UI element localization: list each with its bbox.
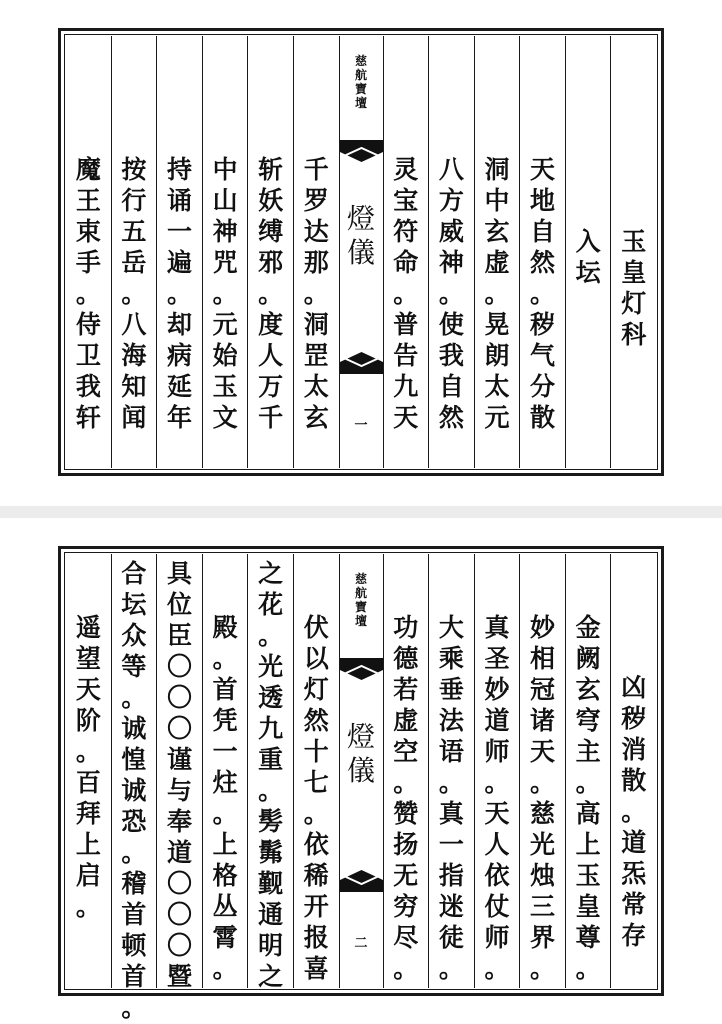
text-column: 天 地 自 然 。 秽 气 分 散 — [519, 36, 565, 468]
text-column: 之 花 。 光 透 九 重 。 髣 髴 觐 通 明 之 — [247, 554, 293, 988]
text-column: 中 山 神 咒 。 元 始 玉 文 — [202, 36, 248, 468]
text-column: 具 位 臣 〇 〇 〇 谨 与 奉 道 〇 〇 〇 暨 — [156, 554, 202, 988]
text-column: 八 方 威 神 。 使 我 自 然 — [428, 36, 474, 468]
spine-title: 燈 儀 — [347, 720, 376, 787]
text-column: 灵 宝 符 命 。 普 告 九 天 — [383, 36, 429, 468]
page-number: 一 — [354, 418, 368, 433]
text-column: 魔 王 束 手 。 侍 卫 我 轩 — [75, 155, 101, 432]
page-spine — [339, 36, 383, 468]
page-spine — [339, 554, 383, 988]
scripture-page-1 — [58, 28, 664, 476]
altar-label: 慈 航 寶 壇 — [355, 572, 368, 628]
fish-tail-ornament — [340, 140, 383, 162]
text-column: 伏 以 灯 然 十 七 。 依 稀 开 报 喜 — [293, 554, 339, 988]
text-column: 遥 望 天 阶 。 百 拜 上 启 。 — [75, 613, 101, 921]
text-column: 功 德 若 虚 空 。 赞 扬 无 穷 尽 。 — [383, 554, 429, 988]
text-column: 洞 中 玄 虚 。 晃 朗 太 元 — [474, 36, 520, 468]
altar-label: 慈 航 寶 壇 — [355, 54, 368, 110]
scripture-page-2 — [58, 546, 664, 1022]
spine-title: 燈 儀 — [347, 202, 376, 269]
text-column: 大 乘 垂 法 语 。 真 一 指 迷 徒 。 — [428, 554, 474, 988]
text-column: 合 坛 众 等 。 诚 惶 诚 恐 。 稽 首 顿 首 。 — [111, 554, 157, 988]
fish-tail-ornament — [340, 870, 383, 892]
page-number: 二 — [354, 936, 368, 951]
text-column: 殿 。 首 凭 一 炷 。 上 格 丛 霄 。 — [202, 554, 248, 988]
text-column: 玉 皇 灯 科 — [610, 36, 656, 468]
fish-tail-ornament — [340, 352, 383, 374]
text-column: 入 坛 — [565, 36, 611, 468]
text-column: 金 阙 玄 穹 主 。 高 上 玉 皇 尊 。 — [565, 554, 611, 988]
text-column: 妙 相 冠 诸 天 。 慈 光 烛 三 界 。 — [519, 554, 565, 988]
fish-tail-ornament — [340, 658, 383, 680]
text-column: 按 行 五 岳 。 八 海 知 闻 — [111, 36, 157, 468]
text-column: 千 罗 达 那 。 洞 罡 太 玄 — [293, 36, 339, 468]
text-column: 持 诵 一 遍 。 却 病 延 年 — [156, 36, 202, 468]
page-separator — [0, 506, 722, 518]
text-column: 真 圣 妙 道 师 。 天 人 依 仗 师 。 — [474, 554, 520, 988]
text-column: 斩 妖 缚 邪 。 度 人 万 千 — [247, 36, 293, 468]
text-column: 凶 秽 消 散 。 道 炁 常 存 — [610, 554, 656, 988]
